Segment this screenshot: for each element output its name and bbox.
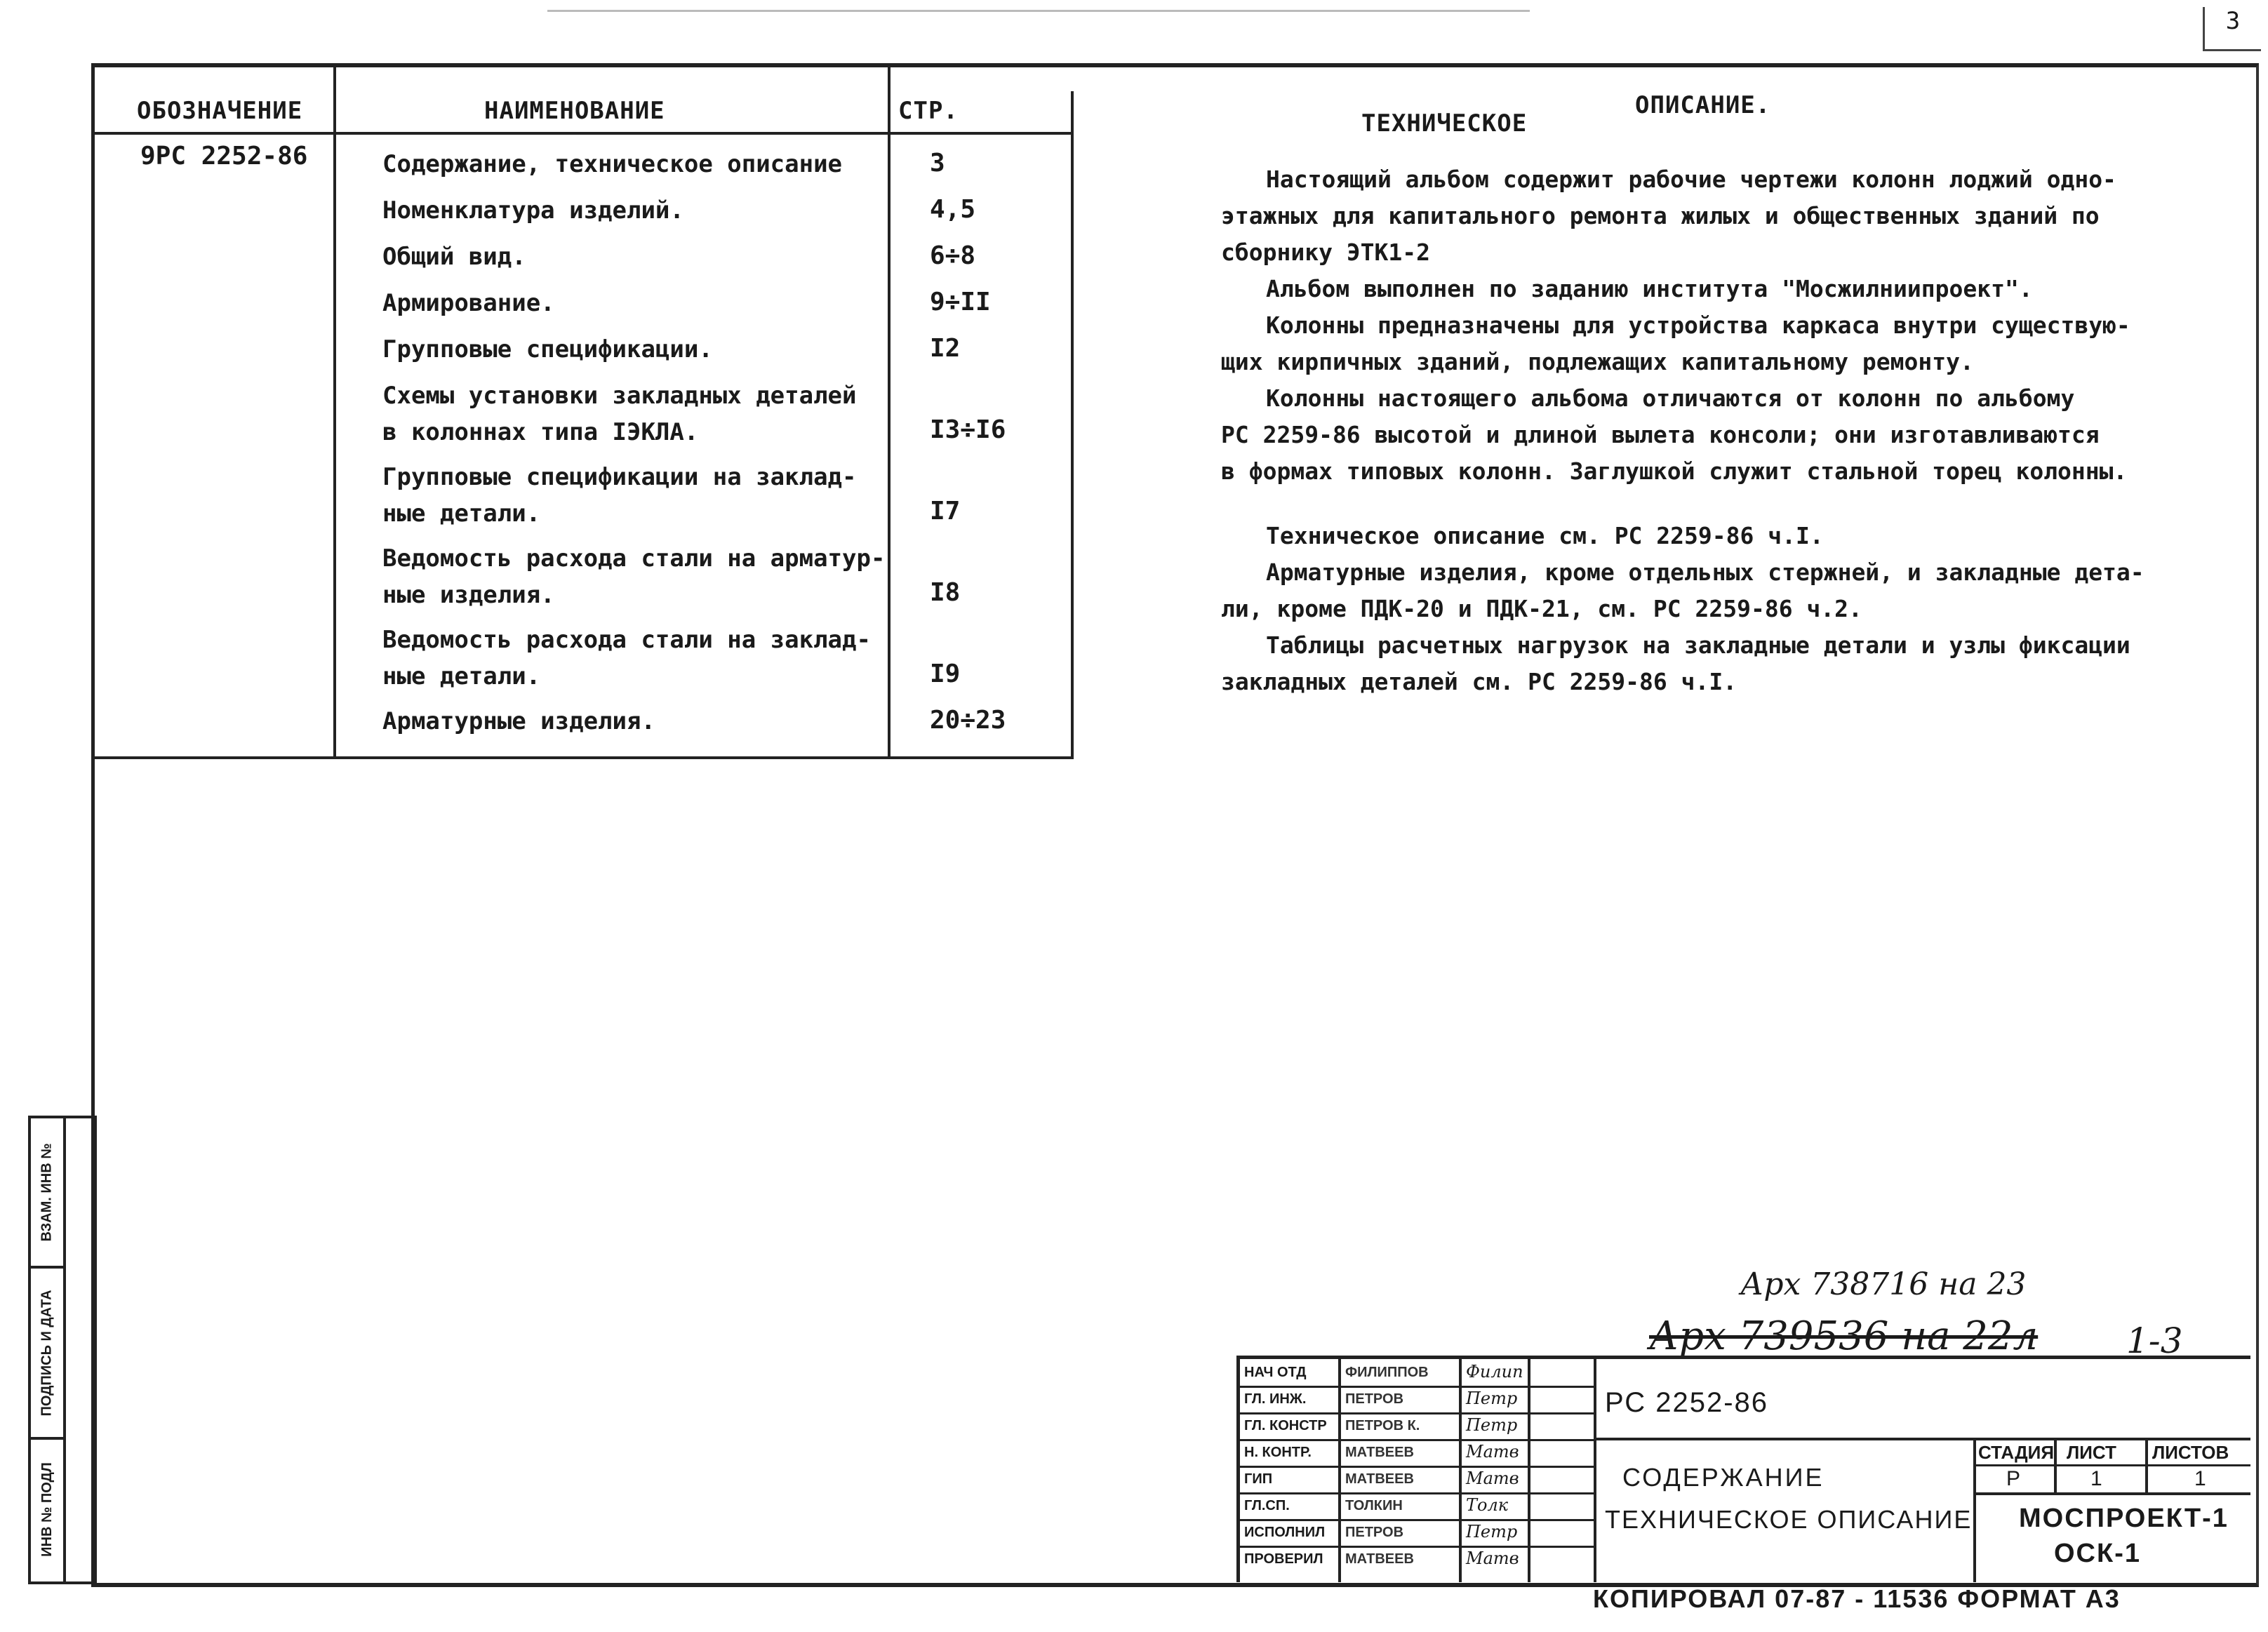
row-page: I3÷I6 — [930, 415, 1006, 444]
description-line: РС 2259-86 высотой и длиной вылета консоли; они изготавливаются — [1221, 421, 2100, 448]
description-line: в формах типовых колонн. Заглушкой служит стальной торец колонны. — [1221, 457, 2128, 485]
strip-cell — [31, 1118, 63, 1269]
row-page: I8 — [930, 578, 961, 607]
tb-title-line2: ТЕХНИЧЕСКОЕ ОПИСАНИЕ — [1605, 1505, 1973, 1534]
row-page: I7 — [930, 497, 961, 526]
description-line — [1221, 490, 2189, 518]
header-rule — [91, 132, 1074, 135]
column-divider — [333, 63, 336, 758]
strip-cell — [31, 1440, 63, 1579]
row-name: Схемы установки закладных деталей в колоннах типа IЭКЛА. — [382, 382, 857, 446]
row-name: Арматурные изделия. — [382, 707, 655, 735]
tb-divider — [1338, 1359, 1341, 1582]
description-line: Настоящий альбом содержит рабочие чертежи колонн лоджий одно- — [1266, 166, 2116, 193]
description-title-right: ОПИСАНИЕ. — [1635, 91, 1771, 119]
tb-divider — [1594, 1359, 1596, 1582]
tb-divider — [1459, 1359, 1462, 1582]
description-line: Альбом выполнен по заданию института "Мосжилниипроект". — [1266, 275, 2033, 302]
tb-divider — [1594, 1438, 2250, 1440]
row-name: Общий вид. — [382, 243, 526, 271]
description-line: щих кирпичных зданий, подлежащих капитальному ремонту. — [1221, 348, 1974, 375]
tb-sheet-value: 1 — [2090, 1467, 2102, 1490]
tb-role: НАЧ ОТД — [1244, 1365, 1307, 1380]
row-page: 3 — [930, 149, 945, 178]
signature: Матв — [1466, 1469, 1519, 1488]
tb-sheet-label: ЛИСТ — [2067, 1442, 2116, 1463]
title-block — [1236, 1356, 2250, 1582]
row-page: 20÷23 — [930, 706, 1006, 735]
top-edge-mark — [547, 0, 1530, 12]
tb-person: МАТВЕЕВ — [1345, 1471, 1414, 1487]
tb-stage-label: СТАДИЯ — [1978, 1442, 2055, 1463]
strip-divider — [63, 1118, 66, 1581]
tb-row-rule — [1240, 1412, 1594, 1414]
tb-person: ФИЛИППОВ — [1345, 1365, 1429, 1380]
tb-row-rule — [1240, 1519, 1594, 1521]
sheet-reference: 1-3 — [2126, 1320, 2183, 1361]
tb-role: ГЛ. ИНЖ. — [1244, 1391, 1307, 1407]
description-line: Арматурные изделия, кроме отдельных стержней, и закладные дета- — [1266, 559, 2144, 586]
strip-label: ВЗАМ. ИНВ № — [39, 1142, 55, 1242]
tb-role: ПРОВЕРИЛ — [1244, 1551, 1323, 1567]
tb-sheets-label: ЛИСТОВ — [2152, 1442, 2229, 1463]
tb-organization-dept: ОСК-1 — [2054, 1539, 2141, 1568]
tb-title-line1: СОДЕРЖАНИЕ — [1622, 1463, 1825, 1492]
description-line: Таблицы расчетных нагрузок на закладные детали и узлы фиксации — [1266, 631, 2130, 659]
tb-row-rule — [1240, 1386, 1594, 1388]
header-designation: ОБОЗНАЧЕНИЕ — [137, 97, 303, 125]
tb-divider — [1973, 1464, 2250, 1466]
tb-role: ИСПОЛНИЛ — [1244, 1525, 1326, 1540]
signature: Филип — [1466, 1362, 1523, 1382]
row-name: Армирование. — [382, 289, 555, 317]
tb-person: ПЕТРОВ К. — [1345, 1418, 1420, 1433]
header-name: НАИМЕНОВАНИЕ — [484, 97, 665, 125]
table-bottom-rule — [91, 756, 1074, 759]
signature: Петр — [1466, 1389, 1518, 1408]
row-name: Групповые спецификации. — [382, 335, 713, 363]
signature: Петр — [1466, 1415, 1518, 1435]
row-page: I9 — [930, 660, 961, 688]
tb-person: МАТВЕЕВ — [1345, 1551, 1414, 1567]
description-line: ли, кроме ПДК-20 и ПДК-21, см. РС 2259-86 ч.2. — [1221, 595, 1862, 622]
tb-stage-value: Р — [2006, 1467, 2021, 1490]
description-line: Колонны предназначены для устройства каркаса внутри существую- — [1266, 312, 2130, 339]
corner-mark: 3 — [2203, 7, 2261, 51]
copy-stamp-footer: КОПИРОВАЛ 07-87 - 11536 ФОРМАТ А3 — [1593, 1584, 2121, 1613]
tb-role: ГЛ. КОНСТР — [1244, 1418, 1327, 1433]
row-name: Содержание, техническое описание — [382, 150, 843, 178]
archive-note: Арх 739536 на 22л — [1649, 1313, 2039, 1359]
signature: Петр — [1466, 1522, 1518, 1541]
tb-row-rule — [1240, 1466, 1594, 1468]
row-page: 6÷8 — [930, 241, 976, 270]
tb-person: ПЕТРОВ — [1345, 1391, 1404, 1407]
description-body — [1221, 161, 2189, 700]
tb-divider — [1528, 1359, 1530, 1582]
document-code: 9РС 2252-86 — [140, 142, 308, 170]
contents-table — [91, 63, 1074, 758]
tb-divider — [1973, 1492, 2250, 1495]
tb-row-rule — [1240, 1492, 1594, 1494]
description-line: Колонны настоящего альбома отличаются от колонн по альбому — [1266, 384, 2075, 412]
row-name: Номенклатура изделий. — [382, 196, 684, 225]
description-line: сборнику ЭТК1-2 — [1221, 239, 1431, 266]
row-name: Ведомость расхода стали на заклад- ные детали. — [382, 626, 871, 690]
description-title-left: ТЕХНИЧЕСКОЕ — [1361, 109, 1528, 138]
row-name: Групповые спецификации на заклад- ные детали. — [382, 463, 857, 528]
description-line: этажных для капитального ремонта жилых и общественных зданий по — [1221, 202, 2100, 229]
signature: Матв — [1466, 1442, 1519, 1462]
tb-document-number: РС 2252-86 — [1605, 1387, 1769, 1418]
tb-role: ГЛ.СП. — [1244, 1498, 1290, 1513]
description-line: закладных деталей см. РС 2259-86 ч.I. — [1221, 668, 1737, 695]
tb-person: ТОЛКИН — [1345, 1498, 1403, 1513]
row-page: 4,5 — [930, 195, 976, 224]
tb-role: ГИП — [1244, 1471, 1273, 1487]
strip-label: ИНВ № ПОДЛ — [39, 1462, 55, 1557]
description-line: Техническое описание см. РС 2259-86 ч.I. — [1266, 522, 1824, 549]
tb-row-rule — [1240, 1546, 1594, 1548]
tb-person: ПЕТРОВ — [1345, 1525, 1404, 1540]
side-stamp-strip — [28, 1116, 97, 1584]
tb-role: Н. КОНТР. — [1244, 1445, 1312, 1460]
row-page: 9÷II — [930, 288, 991, 316]
tb-divider — [1973, 1438, 1976, 1582]
tb-organization: МОСПРОЕКТ-1 — [2019, 1504, 2229, 1533]
signature: Толк — [1466, 1495, 1509, 1515]
column-divider — [1071, 91, 1074, 758]
tb-sheets-value: 1 — [2194, 1467, 2206, 1490]
strip-cell — [31, 1269, 63, 1440]
tb-person: МАТВЕЕВ — [1345, 1445, 1414, 1460]
tb-row-rule — [1240, 1439, 1594, 1441]
row-page: I2 — [930, 334, 961, 363]
row-name: Ведомость расхода стали на арматур- ные изделия. — [382, 544, 886, 609]
signature: Матв — [1466, 1549, 1519, 1568]
strip-label: ПОДПИСЬ И ДАТА — [39, 1289, 55, 1417]
archive-note: Арх 738716 на 23 — [1740, 1266, 2027, 1302]
header-page: СТР. — [898, 97, 959, 125]
